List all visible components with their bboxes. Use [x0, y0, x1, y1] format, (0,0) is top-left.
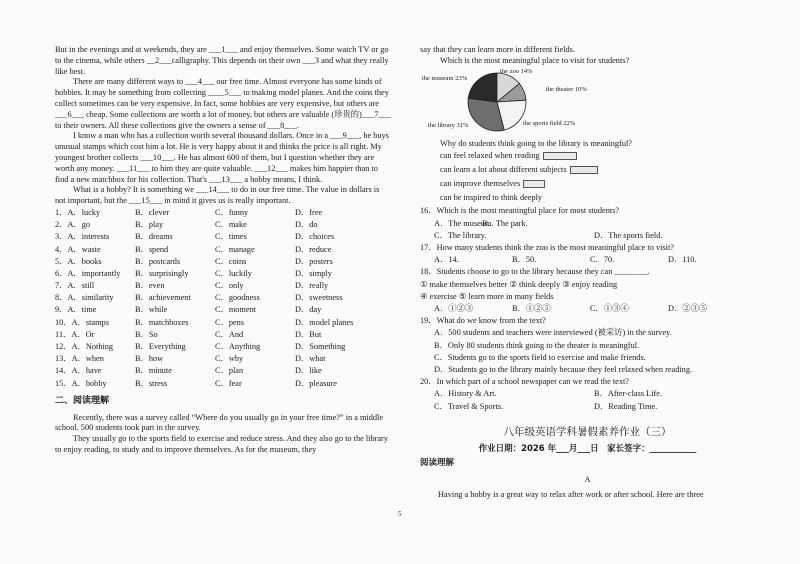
option-choice: B．minute [135, 366, 172, 376]
option-choice: 14．A．have [55, 366, 102, 376]
question-option: D．Students go to the library mainly because they feel relaxed when reading. [434, 365, 693, 375]
question-stem: 16．Which is the most meaningful place for most students? [420, 206, 620, 216]
question-option: C．①③④ [590, 304, 629, 314]
option-choice: C．Anything [215, 342, 261, 352]
cloze-paragraph-3: I know a man who has a collection worth several thousand dollars. Once in a ___9___, he buys unusual stamps which cost him a lot. He is very happy about it and thinks the price is all right. My youngest brother collects ___10___. He has almost 600 of them, but I question whether they are worth any money. ___11___ to him they are quite valuable. ___12___ makes him happier than to find a new matchbox for his collection. That's ___13___ a hobby means, I think. [55, 131, 389, 184]
reason-item [420, 149, 755, 163]
reason-bar [543, 152, 577, 160]
reason-item [420, 191, 755, 205]
reason-item [420, 177, 755, 191]
question-option: B．Only 80 students think going to the theater is meaningful. [434, 340, 640, 350]
option-row [55, 280, 391, 292]
cloze-paragraph-1: But in the evenings and at weekends, they are ___1___ and enjoy themselves. Some watch TV or go to the cinema, while others __2___calligraphy. This depends on their own ___3 and what they really like best. [55, 45, 389, 76]
question-stem: 19．What do we know from the text? [420, 316, 546, 326]
option-choice: C．funny [215, 207, 249, 217]
pie-slice [468, 73, 497, 102]
option-choice: 13．A．when [55, 354, 104, 364]
option-choice: D．do [295, 220, 318, 230]
option-choice: D．reduce [295, 244, 332, 254]
option-choice: C．make [215, 220, 247, 230]
page-number: 5 [398, 510, 402, 518]
option-choice: D．really [295, 281, 329, 291]
option-row [55, 329, 391, 341]
pie-chart-svg [420, 69, 750, 133]
why-question: Why do students think going to the library is meaningful? [440, 138, 632, 148]
question-option: A．History & Art. [434, 389, 497, 399]
pie-chart [420, 69, 755, 133]
reason-item [420, 163, 755, 177]
reason-text: can be inspired to think deeply [440, 193, 543, 203]
left-column [55, 45, 391, 456]
pie-label-zoo: the zoo 14% [500, 67, 533, 75]
question-extra: ④ exercise ⑤ learn more in many fields [420, 291, 554, 301]
question-option: B．①②⑤ [512, 304, 551, 314]
reason-text: can improve themselves [440, 179, 521, 189]
option-choice: B．how [135, 354, 164, 364]
option-choice: B．Everything [135, 342, 186, 352]
question-stem: 18．Students choose to go to the library because they can ________. [420, 267, 650, 277]
option-choice: D．like [295, 366, 322, 376]
option-row [55, 268, 391, 280]
option-choice: C．moment [215, 305, 257, 315]
passage-text: Having a hobby is a great way to relax after work or after school. Here are three [438, 490, 704, 500]
reading-paragraph-1: Recently, there was a survey called “Where do you usually go in your free time?” in a middle school. 500 students took part in the survey. [55, 412, 384, 433]
reason-bar [523, 180, 545, 188]
option-row [55, 219, 391, 231]
option-row [55, 378, 391, 390]
question-option: B．The park. [482, 218, 528, 228]
option-choice: 15．A．hobby [55, 378, 107, 388]
option-choice: D．choices [295, 232, 335, 242]
homework-section-title: 阅读理解 [420, 458, 455, 469]
question-options-row [420, 388, 755, 400]
option-choice: B．matchboxes [135, 317, 189, 327]
option-choice: C．goodness [215, 293, 260, 303]
option-choice: C．pens [215, 317, 245, 327]
reason-text: can learn a lot about different subjects [440, 165, 567, 175]
option-choice: C．fear [215, 378, 242, 388]
cloze-options [55, 207, 391, 390]
question-stem: 17．How many students think the zoo is the most meaningful place to visit? [420, 243, 674, 252]
option-choice: 12．A．Nothing [55, 342, 114, 352]
option-choice: B．stress [135, 378, 168, 388]
option-choice: B．postcards [135, 256, 181, 266]
homework-date-line: 作业日期：2026 年___月___日 家长签字：___________ [478, 443, 697, 454]
question-option: D．Reading Time. [594, 401, 658, 411]
option-choice: B．achievement [135, 293, 191, 303]
option-choice: 2．A．go [55, 220, 91, 230]
right-column [420, 45, 755, 501]
option-row [55, 304, 391, 316]
passage-letter: A [584, 475, 591, 485]
question-option: A．The museum. [434, 218, 494, 228]
question-option: C．Students go to the sports field to exercise and make friends. [434, 352, 646, 362]
option-choice: B．while [135, 305, 168, 315]
reading-paragraph-3: say that they can learn more in different fields. [420, 45, 575, 54]
option-choice: D．model planes [295, 317, 354, 327]
option-choice: D．But [295, 329, 322, 339]
option-choice: B．spend [135, 244, 169, 254]
option-row [55, 365, 391, 377]
option-choice: C．times [215, 232, 247, 242]
question-option: A．14. [434, 255, 459, 265]
option-choice: B．surprisingly [135, 268, 189, 278]
option-choice: C．coins [215, 256, 247, 266]
question-stem: 20．In which part of a school newspaper can we read the text? [420, 377, 629, 387]
option-choice: 3．A．interests [55, 232, 110, 242]
homework-title: 八年级英语学科暑假素养作业（三） [503, 425, 672, 438]
option-row [55, 244, 391, 256]
option-choice: D．day [295, 305, 322, 315]
option-choice: D．what [295, 354, 326, 364]
cloze-paragraph-2: There are many different ways to ___4___ our free time. Almost everyone has some kinds of hobbies. It may be something from collecting ____5___ to making model planes. And the coins they collect sometimes can be very expensive. In fact, some hobbies are very expensive, but others are ___6___ cheap. Some collections are worth a lot of money, but others are valuable (珍贵的)___7___ to their owners. All these collections give the owners a sense of ___8___. [55, 77, 391, 130]
option-choice: D．pleasure [295, 378, 337, 388]
option-row [55, 317, 391, 329]
question-extra: ① make themselves better ② think deeply ③ enjoy reading [420, 279, 618, 289]
option-choice: 1．A．lucky [55, 207, 101, 217]
option-choice: B．clever [135, 207, 170, 217]
question-option: A．500 students and teachers were interviewed (被采访) in the survey. [434, 328, 672, 338]
option-choice: B．play [135, 220, 164, 230]
pie-label-theater: the theater 10% [546, 85, 587, 93]
question-options-row [420, 303, 755, 315]
option-choice: 6．A．importantly [55, 268, 121, 278]
option-choice: 5．A．books [55, 256, 102, 266]
reason-bar [570, 166, 598, 174]
option-choice: B．So [135, 329, 158, 339]
option-choice: 9．A．time [55, 305, 97, 315]
pie-label-sports-field: the sports field 22% [523, 119, 576, 127]
option-choice: C．plan [215, 366, 244, 376]
option-row [55, 292, 391, 304]
option-choice: B．dreams [135, 232, 173, 242]
question-option: D．110. [668, 255, 697, 265]
option-choice: C．why [215, 354, 244, 364]
option-choice: C．And [215, 329, 244, 339]
questions-block [420, 205, 755, 412]
question-options-row [420, 230, 755, 242]
question-option: C．70. [590, 255, 615, 265]
question-option: A．①②③ [434, 304, 474, 314]
chart-question: Which is the most meaningful place to visit for students? [440, 55, 630, 65]
question-option: D．The sports field. [594, 230, 663, 240]
option-row [55, 231, 391, 243]
reading-paragraph-2: They usually go to the sports field to exercise and reduce stress. And they also go to the library to enjoy reading, to study and to improve themselves. As for the museum, they [55, 434, 388, 454]
option-row [55, 256, 391, 268]
option-row [55, 341, 391, 353]
question-options-row [420, 254, 755, 266]
question-option: C．The library. [434, 230, 487, 240]
option-row [55, 207, 391, 219]
option-choice: D．posters [295, 256, 333, 266]
option-choice: C．luckily [215, 268, 252, 278]
question-options-row [420, 401, 755, 413]
option-choice: 10．A．stamps [55, 317, 109, 327]
pie-label-museum: the museum 23% [422, 74, 468, 82]
question-option: C．Travel & Sports. [434, 401, 504, 411]
option-choice: D．Something [295, 342, 346, 352]
option-choice: D．sweetness [295, 293, 343, 303]
question-options-row [420, 218, 755, 230]
option-choice: D．free [295, 207, 323, 217]
question-option: B．After-class Life. [594, 389, 663, 399]
option-choice: 8．A．similarity [55, 293, 114, 303]
option-choice: C．manage [215, 244, 255, 254]
section-title-reading: 二、阅读理解 [55, 395, 110, 406]
option-row [55, 353, 391, 365]
pie-label-library: the library 31% [428, 121, 469, 129]
option-choice: 4．A．waste [55, 244, 101, 254]
option-choice: D．simply [295, 268, 332, 278]
reason-text: can feel relaxed when reading [440, 151, 540, 161]
cloze-paragraph-4: What is a hobby? It is something we ___14___ to do in our free time. The value in dollars is not important, but the ___15___ in mind it gives us is really important. [55, 185, 380, 206]
option-choice: 7．A．still [55, 281, 95, 291]
question-option: B．50. [512, 255, 537, 265]
option-choice: C．only [215, 281, 244, 291]
option-choice: 11．A．Or [55, 329, 95, 339]
option-choice: B．even [135, 281, 165, 291]
question-option: D．②③⑤ [668, 304, 708, 314]
